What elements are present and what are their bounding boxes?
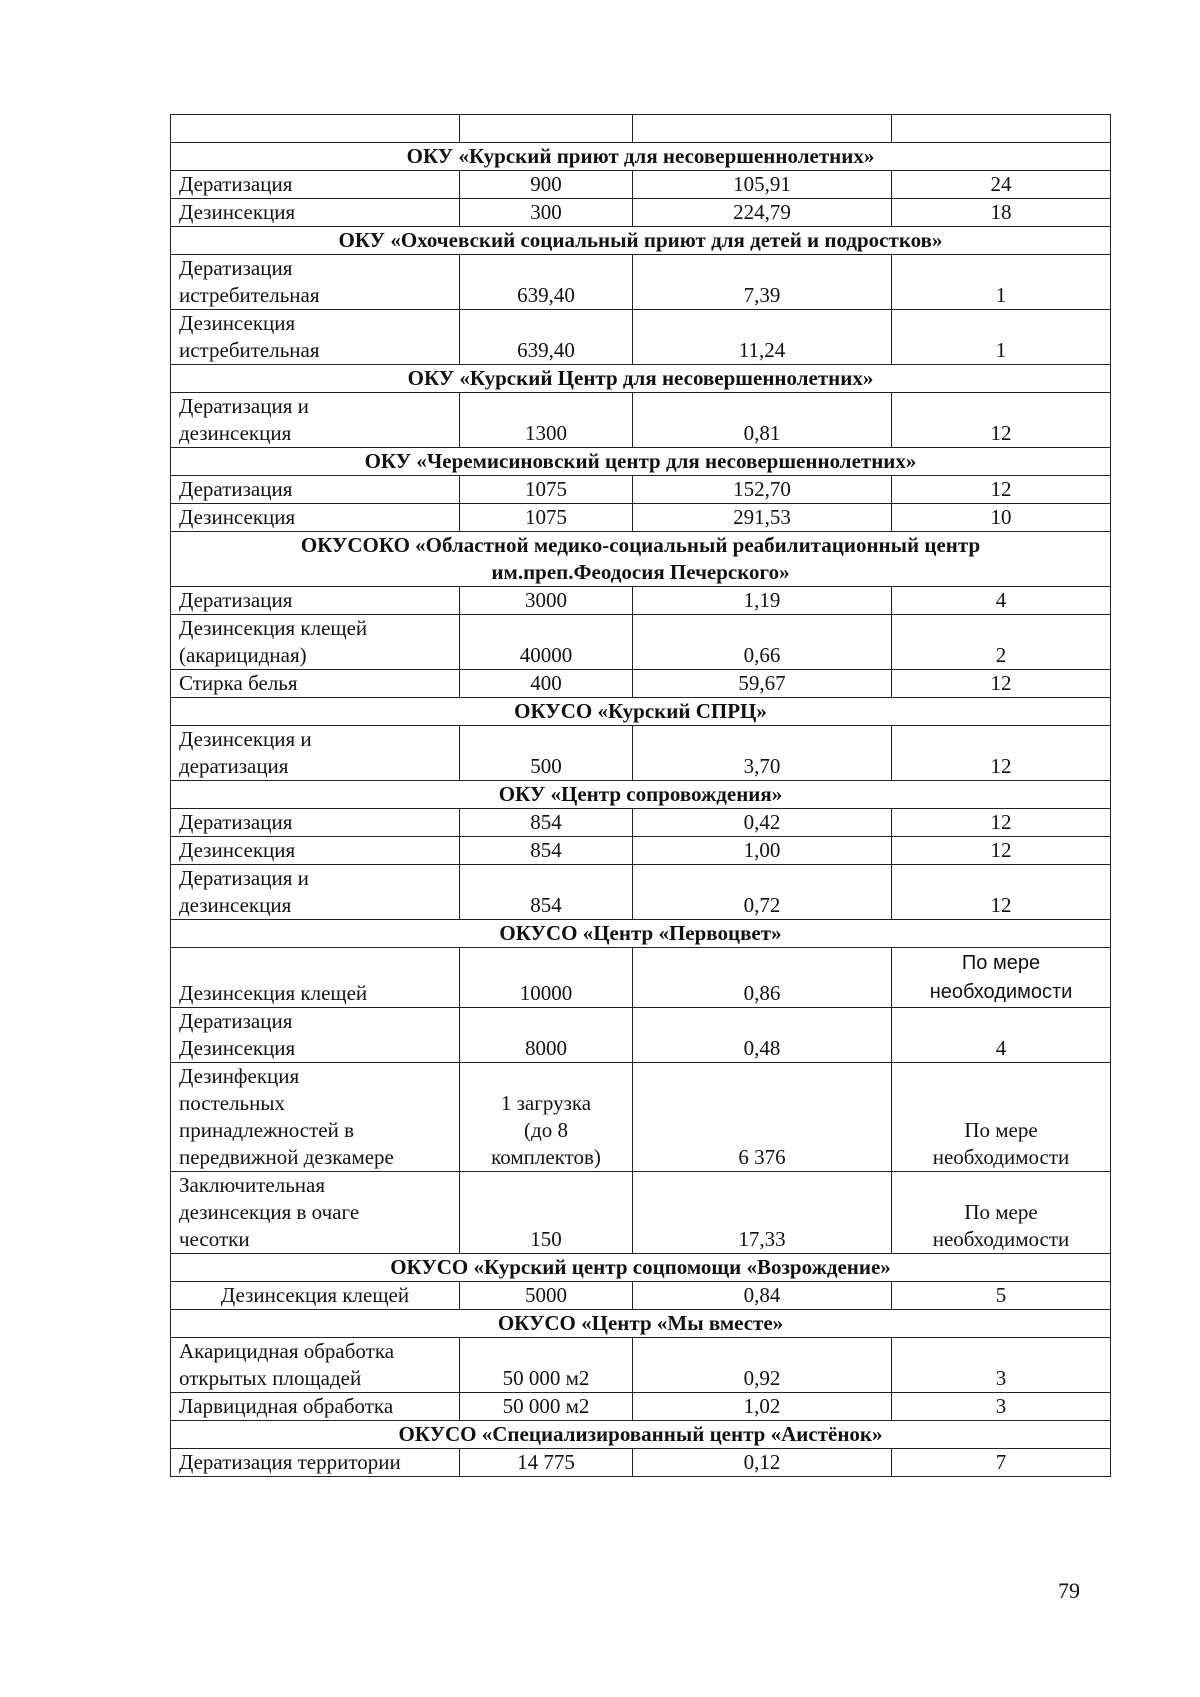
- organization-title: ОКУСО «Центр «Первоцвет»: [171, 920, 1111, 948]
- service-name: Дератизация истребительная: [171, 255, 460, 310]
- organization-title: ОКУСО «Курский СПРЦ»: [171, 698, 1111, 726]
- count-value: 3: [892, 1393, 1111, 1421]
- service-name: Дезинфекция постельных принадлежностей в передвижной дезкамере: [171, 1063, 460, 1172]
- cost-value: 1,00: [633, 837, 892, 865]
- count-value: 1: [892, 255, 1111, 310]
- service-name: Дезинсекция клещей (акарицидная): [171, 615, 460, 670]
- count-value: 12: [892, 726, 1111, 781]
- section-header-row: [171, 143, 1111, 171]
- area-value: 1 загрузка (до 8 комплектов): [460, 1063, 633, 1172]
- table-row: [171, 255, 1111, 310]
- table-row: [171, 865, 1111, 920]
- section-header-row: [171, 365, 1111, 393]
- count-value: 24: [892, 171, 1111, 199]
- section-header-row: [171, 532, 1111, 587]
- count-value: 12: [892, 837, 1111, 865]
- count-value: 12: [892, 865, 1111, 920]
- table-row: [171, 1393, 1111, 1421]
- count-value: По мере необходимости: [892, 1172, 1111, 1254]
- area-value: 150: [460, 1172, 633, 1254]
- table-row: [171, 504, 1111, 532]
- organization-title: ОКУ «Охочевский социальный приют для детей и подростков»: [171, 227, 1111, 255]
- organization-title: ОКУ «Черемисиновский центр для несовершеннолетних»: [171, 448, 1111, 476]
- count-value: 12: [892, 476, 1111, 504]
- area-value: 10000: [460, 948, 633, 1008]
- cost-value: 0,66: [633, 615, 892, 670]
- area-value: 500: [460, 726, 633, 781]
- table-row: [171, 1172, 1111, 1254]
- table-row: [171, 1449, 1111, 1477]
- count-value: 12: [892, 809, 1111, 837]
- area-value: 854: [460, 837, 633, 865]
- count-value: По мере необходимости: [892, 948, 1111, 1008]
- service-name: Дезинсекция: [171, 199, 460, 227]
- cost-value: 1,19: [633, 587, 892, 615]
- cost-value: 0,81: [633, 393, 892, 448]
- area-value: 1300: [460, 393, 633, 448]
- section-header-row: [171, 1254, 1111, 1282]
- service-name: Дератизация Дезинсекция: [171, 1008, 460, 1063]
- table-row: [171, 809, 1111, 837]
- area-value: 50 000 м2: [460, 1393, 633, 1421]
- empty-cell: [633, 115, 892, 143]
- service-name: Дезинсекция клещей: [171, 948, 460, 1008]
- service-name: Дератизация: [171, 809, 460, 837]
- count-value: 1: [892, 310, 1111, 365]
- section-header-row: [171, 1310, 1111, 1338]
- service-name: Дератизация: [171, 587, 460, 615]
- area-value: 8000: [460, 1008, 633, 1063]
- service-name: Дезинсекция: [171, 504, 460, 532]
- section-header-row: [171, 920, 1111, 948]
- service-name: Дезинсекция истребительная: [171, 310, 460, 365]
- count-value: 10: [892, 504, 1111, 532]
- cost-value: 291,53: [633, 504, 892, 532]
- section-header-row: [171, 448, 1111, 476]
- count-value: 7: [892, 1449, 1111, 1477]
- empty-cell: [892, 115, 1111, 143]
- organization-title: ОКУ «Центр сопровождения»: [171, 781, 1111, 809]
- count-value: 4: [892, 587, 1111, 615]
- section-header-row: [171, 227, 1111, 255]
- cost-value: 1,02: [633, 1393, 892, 1421]
- count-value: 4: [892, 1008, 1111, 1063]
- count-value: 12: [892, 670, 1111, 698]
- area-value: 854: [460, 809, 633, 837]
- section-header-row: [171, 698, 1111, 726]
- area-value: 400: [460, 670, 633, 698]
- service-name: Дезинсекция и дератизация: [171, 726, 460, 781]
- table-row: [171, 837, 1111, 865]
- count-value: 12: [892, 393, 1111, 448]
- table-row: [171, 615, 1111, 670]
- organization-title: ОКУСО «Центр «Мы вместе»: [171, 1310, 1111, 1338]
- area-value: 639,40: [460, 310, 633, 365]
- area-value: 40000: [460, 615, 633, 670]
- service-name: Дератизация и дезинсекция: [171, 393, 460, 448]
- services-table: [170, 114, 1111, 1477]
- page-number: 79: [1058, 1578, 1080, 1603]
- service-name: Дезинсекция клещей: [171, 1282, 460, 1310]
- area-value: 639,40: [460, 255, 633, 310]
- table-row: [171, 1282, 1111, 1310]
- organization-title: ОКУ «Курский Центр для несовершеннолетних»: [171, 365, 1111, 393]
- table-row: [171, 726, 1111, 781]
- area-value: 3000: [460, 587, 633, 615]
- cost-value: 3,70: [633, 726, 892, 781]
- cost-value: 224,79: [633, 199, 892, 227]
- empty-cell: [171, 115, 460, 143]
- count-value: По мере необходимости: [892, 1063, 1111, 1172]
- table-row: [171, 393, 1111, 448]
- cost-value: 0,12: [633, 1449, 892, 1477]
- cost-value: 0,72: [633, 865, 892, 920]
- area-value: 854: [460, 865, 633, 920]
- cost-value: 0,48: [633, 1008, 892, 1063]
- table-row: [171, 476, 1111, 504]
- service-name: Стирка белья: [171, 670, 460, 698]
- cost-value: 0,92: [633, 1338, 892, 1393]
- service-name: Дератизация: [171, 476, 460, 504]
- area-value: 1075: [460, 476, 633, 504]
- cost-value: 152,70: [633, 476, 892, 504]
- service-name: Дератизация территории: [171, 1449, 460, 1477]
- cost-value: 0,84: [633, 1282, 892, 1310]
- section-header-row: [171, 1421, 1111, 1449]
- cost-value: 105,91: [633, 171, 892, 199]
- table-row: [171, 948, 1111, 1008]
- table-row: [171, 1338, 1111, 1393]
- table-row: [171, 1063, 1111, 1172]
- table-row: [171, 171, 1111, 199]
- count-value: 2: [892, 615, 1111, 670]
- service-name: Дезинсекция: [171, 837, 460, 865]
- area-value: 1075: [460, 504, 633, 532]
- service-name: Заключительная дезинсекция в очаге чесотки: [171, 1172, 460, 1254]
- area-value: 5000: [460, 1282, 633, 1310]
- cost-value: 11,24: [633, 310, 892, 365]
- empty-cell: [460, 115, 633, 143]
- service-name: Дератизация и дезинсекция: [171, 865, 460, 920]
- area-value: 50 000 м2: [460, 1338, 633, 1393]
- organization-title: ОКУ «Курский приют для несовершеннолетних»: [171, 143, 1111, 171]
- section-header-row: [171, 781, 1111, 809]
- cost-value: 0,42: [633, 809, 892, 837]
- service-name: Ларвицидная обработка: [171, 1393, 460, 1421]
- service-name: Акарицидная обработка открытых площадей: [171, 1338, 460, 1393]
- count-value: 5: [892, 1282, 1111, 1310]
- table-row: [171, 199, 1111, 227]
- table-row: [171, 310, 1111, 365]
- table-row: [171, 1008, 1111, 1063]
- cost-value: 0,86: [633, 948, 892, 1008]
- area-value: 900: [460, 171, 633, 199]
- organization-title: ОКУСОКО «Областной медико-социальный реабилитационный центр им.преп.Феодосия Печерского»: [171, 532, 1111, 587]
- service-name: Дератизация: [171, 171, 460, 199]
- area-value: 14 775: [460, 1449, 633, 1477]
- table-row: [171, 587, 1111, 615]
- cost-value: 7,39: [633, 255, 892, 310]
- count-value: 3: [892, 1338, 1111, 1393]
- table-row: [171, 670, 1111, 698]
- organization-title: ОКУСО «Курский центр соцпомощи «Возрождение»: [171, 1254, 1111, 1282]
- count-value: 18: [892, 199, 1111, 227]
- area-value: 300: [460, 199, 633, 227]
- cost-value: 59,67: [633, 670, 892, 698]
- cost-value: 6 376: [633, 1063, 892, 1172]
- organization-title: ОКУСО «Специализированный центр «Аистёнок»: [171, 1421, 1111, 1449]
- table-row-empty: [171, 115, 1111, 143]
- cost-value: 17,33: [633, 1172, 892, 1254]
